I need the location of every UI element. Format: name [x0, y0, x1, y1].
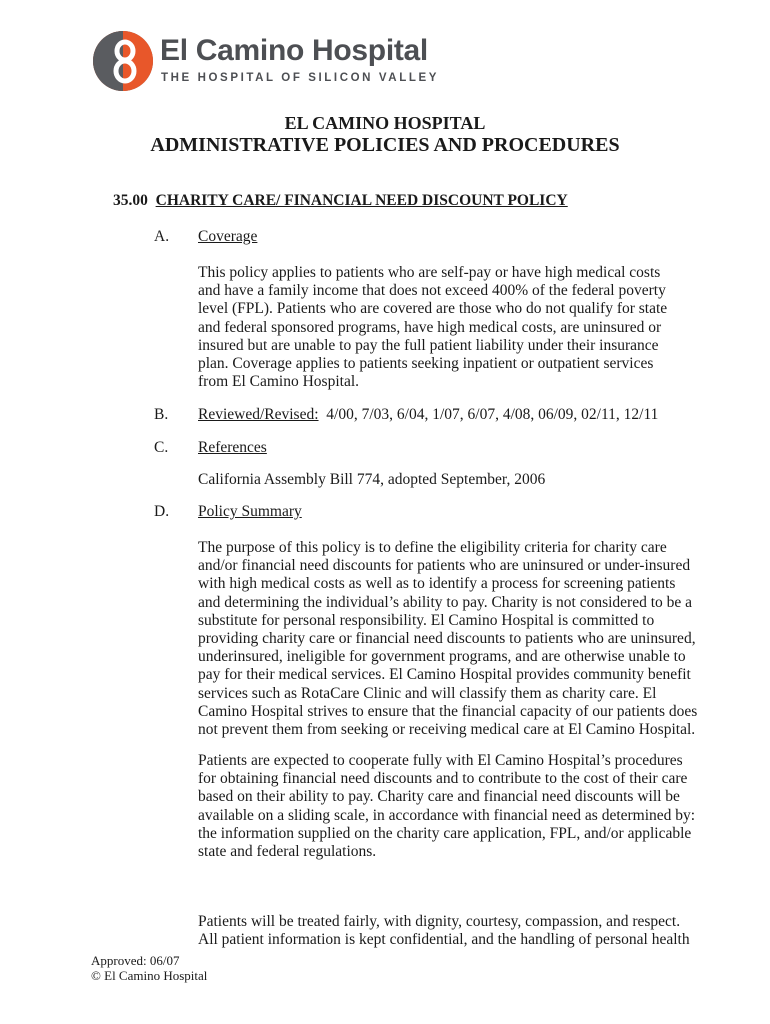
item-d-heading	[198, 503, 302, 521]
document-header-line1: EL CAMINO HOSPITAL	[284, 113, 486, 133]
item-a-heading-text: Coverage	[198, 228, 258, 245]
section-title	[113, 192, 568, 210]
item-d-heading-text: Policy Summary	[198, 503, 302, 520]
item-d-letter: D.	[154, 503, 170, 520]
section-number: 35.00	[113, 192, 148, 209]
item-d-paragraph-3: Patients will be treated fairly, with dignity, courtesy, compassion, and respect. All patient information is kept confidential, and the handling of personal health	[198, 913, 690, 949]
item-b-heading-text: Reviewed/Revised:	[198, 406, 319, 423]
logo-name: El Camino Hospital	[160, 34, 428, 67]
item-a-letter: A.	[154, 228, 170, 245]
item-d-paragraph-2: Patients are expected to cooperate fully with El Camino Hospital’s procedures for obtaining financial need discounts and to contribute to the cost of their care based on their ability to pay. Charity care and financial need discounts will be available on a sliding scale, in accordance with financial need as determined by: the information supplied on the charity care application, FPL, and/or applicable state and federal regulations.	[198, 752, 696, 861]
item-c-text: California Assembly Bill 774, adopted September, 2006	[198, 471, 546, 488]
item-c-letter: C.	[154, 439, 169, 456]
item-c-heading	[198, 439, 267, 457]
logo-tagline: THE HOSPITAL OF SILICON VALLEY	[161, 72, 439, 84]
item-b-dates: 4/00, 7/03, 6/04, 1/07, 6/07, 4/08, 06/09, 02/11, 12/11	[326, 406, 659, 423]
section-title-text: CHARITY CARE/ FINANCIAL NEED DISCOUNT POLICY	[155, 192, 568, 209]
item-d-paragraph-1: The purpose of this policy is to define the eligibility criteria for charity care and/or financial need discounts for patients who are uninsured or under-insured with high medical costs as well as to identify a process for screening patients and determining the individual’s ability to pay. Charity is not considered to be a substitute for personal responsibility. El Camino Hospital is committed to providing charity care or financial need discounts to patients who are uninsured, underinsured, ineligible for government programs, and are otherwise unable to pay for their medical services. El Camino Hospital provides community benefit services such as RotaCare Clinic and will classify them as charity care. El Camino Hospital strives to ensure that the financial capacity of our patients does not prevent them from seeking or receiving medical care at El Camino Hospital.	[198, 539, 698, 739]
item-c-heading-text: References	[198, 439, 267, 456]
footer-copyright: © El Camino Hospital	[91, 968, 208, 983]
item-b-letter: B.	[154, 406, 169, 423]
hospital-logo	[92, 30, 439, 92]
document-header-line2: ADMINISTRATIVE POLICIES AND PROCEDURES	[150, 134, 620, 156]
hospital-logo-mark	[92, 30, 154, 92]
item-a-text: This policy applies to patients who are self-pay or have high medical costs and have a family income that does not exceed 400% of the federal poverty level (FPL). Patients who are covered are those who do not qualify for state and federal sponsored programs, have high medical costs, are uninsured or insured but are unable to pay the full patient liability under their insurance plan. Coverage applies to patients seeking inpatient or outpatient services from El Camino Hospital.	[198, 264, 668, 391]
item-b-heading	[198, 406, 658, 424]
footer-approved: Approved: 06/07	[91, 953, 180, 968]
item-a-heading	[198, 228, 257, 246]
